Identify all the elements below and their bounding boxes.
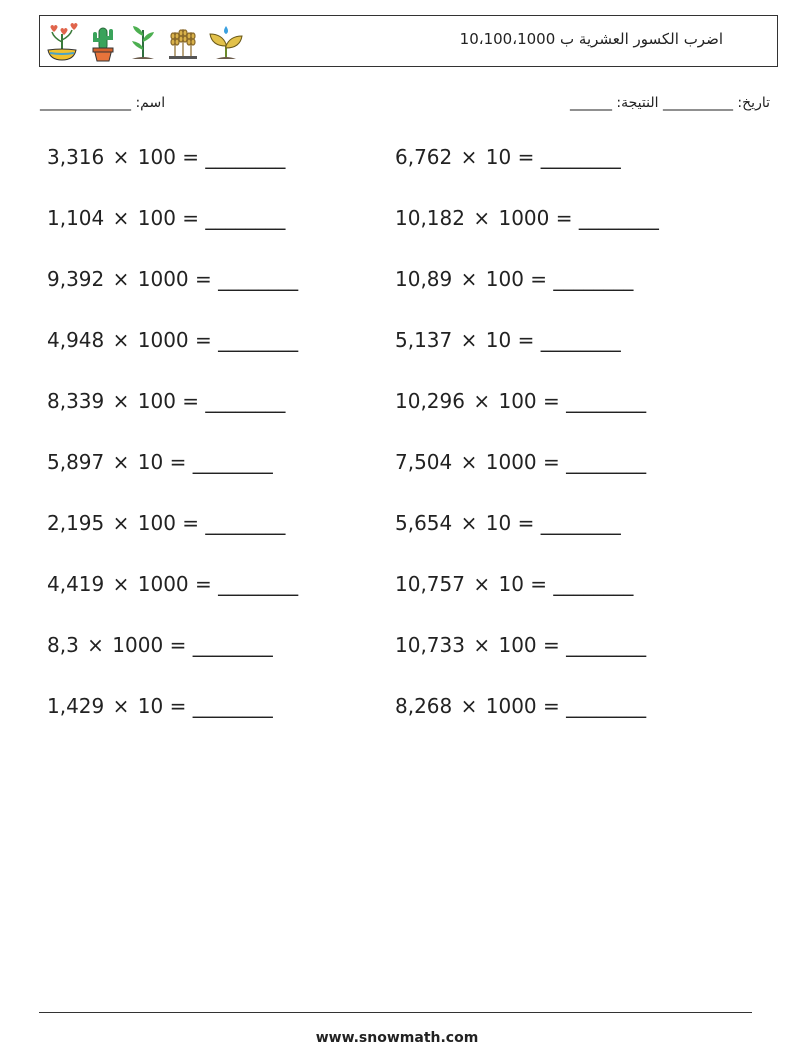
multiplier: 10 [137,450,164,474]
multiplicand: 7,504 [395,450,453,474]
times-sign: × [460,694,478,718]
problem-item [47,206,285,230]
multiplicand: 2,195 [47,511,105,535]
multiplier: 1000 [137,328,189,352]
multiplicand: 9,392 [47,267,105,291]
answer-blank: ________ [540,145,621,169]
problem-item [47,572,298,596]
multiplier: 10 [498,572,524,596]
answer-blank: ________ [566,694,647,718]
plant-icons [44,20,246,64]
problem-row [0,267,794,328]
answer-blank: ________ [192,694,273,718]
problem-item [395,206,659,230]
times-sign: × [473,572,491,596]
problem-item [395,145,621,169]
answer-blank: ________ [540,511,621,535]
multiplicand: 10,733 [395,633,465,657]
problem-item [395,633,646,657]
problem-row [0,450,794,511]
answer-blank: ________ [218,267,299,291]
problem-item [47,450,273,474]
multiplier: 1000 [137,267,189,291]
multiplicand: 4,419 [47,572,105,596]
equals-sign: = [530,267,548,291]
equals-sign: = [543,450,560,474]
multiplier: 100 [137,206,176,230]
equals-sign: = [182,206,200,230]
problem-row [0,328,794,389]
problem-row [0,145,794,206]
equals-sign: = [195,572,212,596]
problem-item [47,145,285,169]
watered-sprout-icon [206,22,246,62]
seedling-icon [126,22,160,62]
answer-blank: ________ [192,633,273,657]
times-sign: × [112,206,130,230]
multiplicand: 3,316 [47,145,105,169]
wheat-icon [166,22,200,62]
times-sign: × [112,389,130,413]
equals-sign: = [555,206,573,230]
answer-blank: ________ [205,389,286,413]
problem-item [395,511,621,535]
times-sign: × [112,572,130,596]
multiplier: 100 [137,389,176,413]
equals-sign: = [195,328,212,352]
multiplier: 10 [485,328,512,352]
date-score-field: ______ :تاريخ: __________ النتيجة [569,95,770,111]
times-sign: × [112,694,130,718]
multiplier: 100 [485,267,524,291]
equals-sign: = [169,694,187,718]
multiplier: 1000 [498,206,550,230]
equals-sign: = [517,145,535,169]
multiplier: 1000 [137,572,189,596]
worksheet-header [39,15,778,67]
problem-item [47,267,298,291]
answer-blank: ________ [566,450,647,474]
multiplier: 1000 [485,694,537,718]
heart-plant-pot-icon [44,22,80,62]
equals-sign: = [182,389,200,413]
multiplicand: 5,654 [395,511,453,535]
multiplicand: 1,429 [47,694,105,718]
footer-url: www.snowmath.com [315,1030,479,1046]
multiplicand: 10,182 [395,206,465,230]
problem-item [47,633,273,657]
problem-row [0,633,794,694]
answer-blank: ________ [192,450,273,474]
equals-sign: = [182,145,200,169]
times-sign: × [112,511,130,535]
times-sign: × [473,389,491,413]
multiplier: 1000 [112,633,164,657]
multiplicand: 4,948 [47,328,105,352]
multiplier: 10 [137,694,164,718]
equals-sign: = [517,328,535,352]
multiplicand: 10,89 [395,267,453,291]
multiplicand: 1,104 [47,206,105,230]
answer-blank: ________ [553,267,634,291]
multiplicand: 5,897 [47,450,105,474]
times-sign: × [473,633,491,657]
answer-blank: ________ [553,572,634,596]
times-sign: × [460,267,478,291]
problem-item [47,328,298,352]
problem-item [395,694,646,718]
answer-blank: ________ [205,206,286,230]
cactus-pot-icon [86,22,120,62]
equals-sign: = [543,694,560,718]
times-sign: × [473,206,491,230]
equals-sign: = [517,511,535,535]
equals-sign: = [195,267,212,291]
multiplicand: 8,268 [395,694,453,718]
multiplicand: 8,339 [47,389,105,413]
multiplicand: 8,3 [47,633,79,657]
times-sign: × [112,450,130,474]
times-sign: × [460,328,478,352]
times-sign: × [87,633,104,657]
problem-row [0,206,794,267]
multiplier: 1000 [485,450,537,474]
multiplicand: 5,137 [395,328,453,352]
answer-blank: ________ [566,389,647,413]
problem-row [0,694,794,755]
multiplier: 100 [498,389,537,413]
multiplier: 100 [137,145,176,169]
equals-sign: = [530,572,548,596]
times-sign: × [460,145,478,169]
multiplicand: 10,296 [395,389,465,413]
problem-list [0,145,794,755]
times-sign: × [112,267,130,291]
problem-item [395,328,621,352]
problem-item [47,694,273,718]
problem-row [0,511,794,572]
multiplier: 100 [137,511,176,535]
equals-sign: = [543,633,560,657]
answer-blank: ________ [205,145,286,169]
problem-item [47,389,285,413]
worksheet-title: اضرب الكسور العشرية ب 10،100،1000 [459,30,723,48]
footer-divider [39,1012,752,1013]
multiplicand: 10,757 [395,572,465,596]
times-sign: × [112,328,130,352]
times-sign: × [460,450,478,474]
name-field: _____________ :اسم [40,95,166,111]
problem-item [395,572,633,596]
equals-sign: = [182,511,200,535]
problem-item [395,389,646,413]
answer-blank: ________ [218,328,299,352]
multiplier: 10 [485,511,512,535]
answer-blank: ________ [540,328,621,352]
problem-item [395,267,633,291]
problem-item [47,511,285,535]
problem-row [0,572,794,633]
answer-blank: ________ [205,511,286,535]
problem-row [0,389,794,450]
equals-sign: = [169,633,187,657]
multiplicand: 6,762 [395,145,453,169]
multiplier: 10 [485,145,512,169]
multiplier: 100 [498,633,537,657]
answer-blank: ________ [566,633,647,657]
equals-sign: = [169,450,187,474]
times-sign: × [460,511,478,535]
problem-item [395,450,646,474]
answer-blank: ________ [218,572,299,596]
answer-blank: ________ [578,206,659,230]
times-sign: × [112,145,130,169]
equals-sign: = [543,389,560,413]
